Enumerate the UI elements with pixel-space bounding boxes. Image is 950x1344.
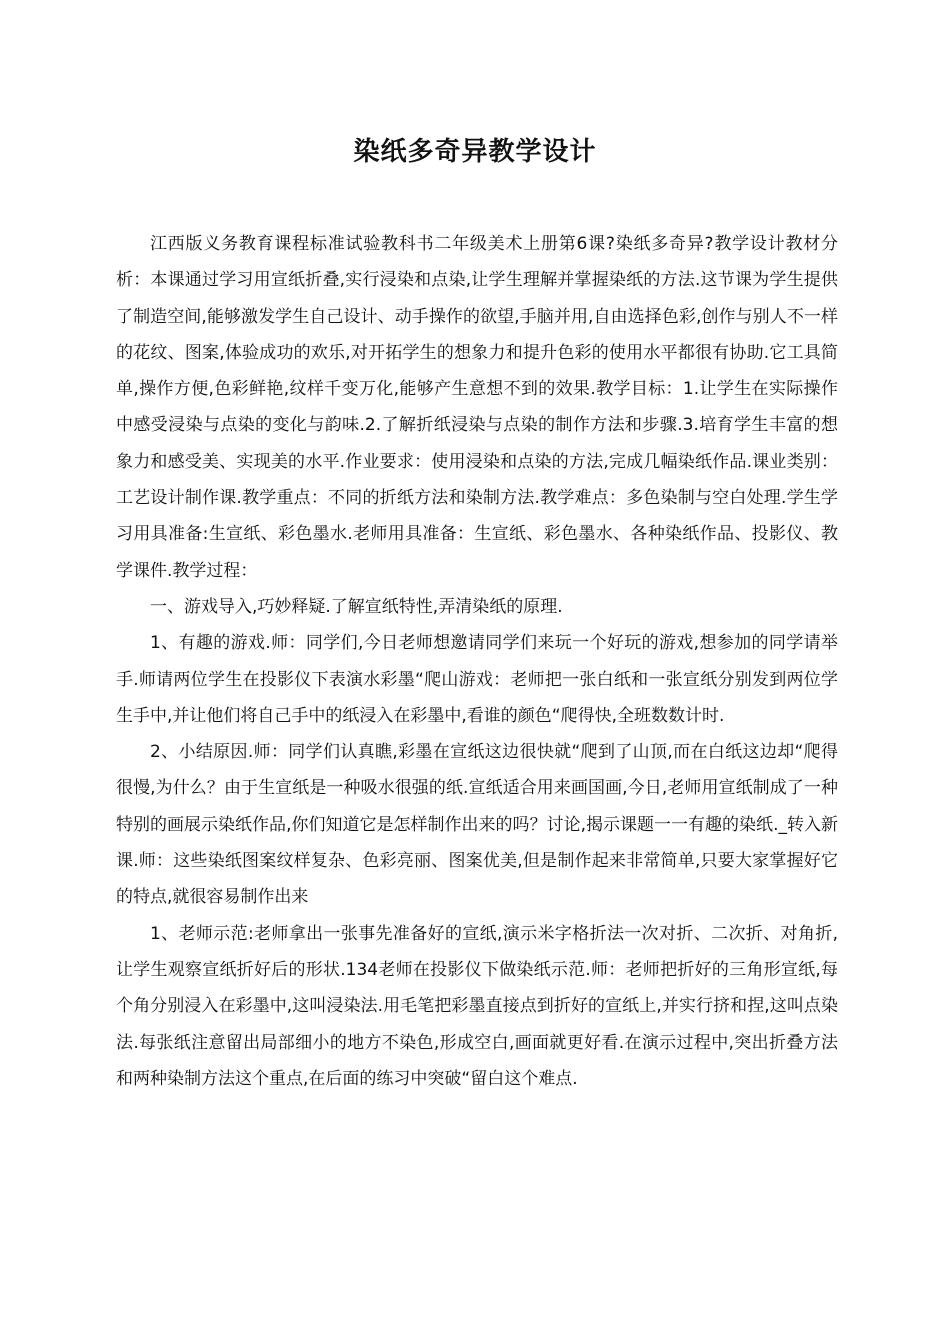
paragraph-section-one: 一、游戏导入,巧妙释疑.了解宣纸特性,弄清染纸的原理.: [150, 596, 563, 617]
paragraph-demonstration: 1、老师示范:老师拿出一张事先准备好的宣纸,演示米字格折法一次对折、二次折、对角折,让学生观察宣纸折好后的形状.134老师在投影仪下做染纸示范.师：老师把折好的三角形宣纸,每个角分别浸入在彩墨中,这叫浸染法.用毛笔把彩墨直接点到折好的宣纸上,并实行挤和捏,这叫点染法.每张纸注意留出局部细小的地方不染色,形成空白,画面就更好看.在演示过程中,突出折叠方法和两种染制方法这个重点,在后面的练习中突破“留白这个难点.: [116, 923, 838, 1089]
paragraph-summary: 2、小结原因.师：同学们认真瞧,彩墨在宣纸这边很快就“爬到了山顶,而在白纸这边却“爬得很慢,为什么？由于生宣纸是一种吸水很强的纸.宣纸适合用来画国画,今日,老师用宣纸制成了一种特别的画展示染纸作品,你们知道它是怎样制作出来的吗？讨论,揭示课题一一有趣的染纸._转入新课.师：这些染纸图案纹样复杂、色彩亮丽、图案优美,但是制作起来非常简单,只要大家掌握好它的特点,就很容易制作出来: [116, 742, 838, 908]
paragraph-intro: 江西版义务教育课程标准试验教科书二年级美术上册第6课?染纸多奇异?教学设计教材分析：本课通过学习用宣纸折叠,实行浸染和点染,让学生理解并掌握染纸的方法.这节课为学生提供了制造空间,能够激发学生自己设计、动手操作的欲望,手脑并用,自由选择色彩,创作与别人不一样的花纹、图案,体验成功的欢乐,对开拓学生的想象力和提升色彩的使用水平都很有协助.它工具简单,操作方便,色彩鲜艳,纹样千变万化,能够产生意想不到的效果.教学目标：1.让学生在实际操作中感受浸染与点染的变化与韵味.2.了解折纸浸染与点染的制作方法和步骤.3.培育学生丰富的想象力和感受美、实现美的水平.作业要求：使用浸染和点染的方法,完成几幅染纸作品.课业类别：工艺设计制作课.教学重点：不同的折纸方法和染制方法.教学难点：多色染制与空白处理.学生学习用具准备:生宣纸、彩色墨水.老师用具准备：生宣纸、彩色墨水、各种染纸作品、投影仪、教学课件.教学过程：: [116, 234, 838, 581]
page-title: 染纸多奇异教学设计: [353, 137, 597, 167]
paragraph-game: 1、有趣的游戏.师：同学们,今日老师想邀请同学们来玩一个好玩的游戏,想参加的同学请举手.师请两位学生在投影仪下表演水彩墨“爬山游戏：老师把一张白纸和一张宣纸分别发到两位学生手中,并让他们将自己手中的纸浸入在彩墨中,看谁的颜色“爬得快,全班数数计时.: [116, 633, 838, 726]
document-body: [116, 226, 838, 1097]
